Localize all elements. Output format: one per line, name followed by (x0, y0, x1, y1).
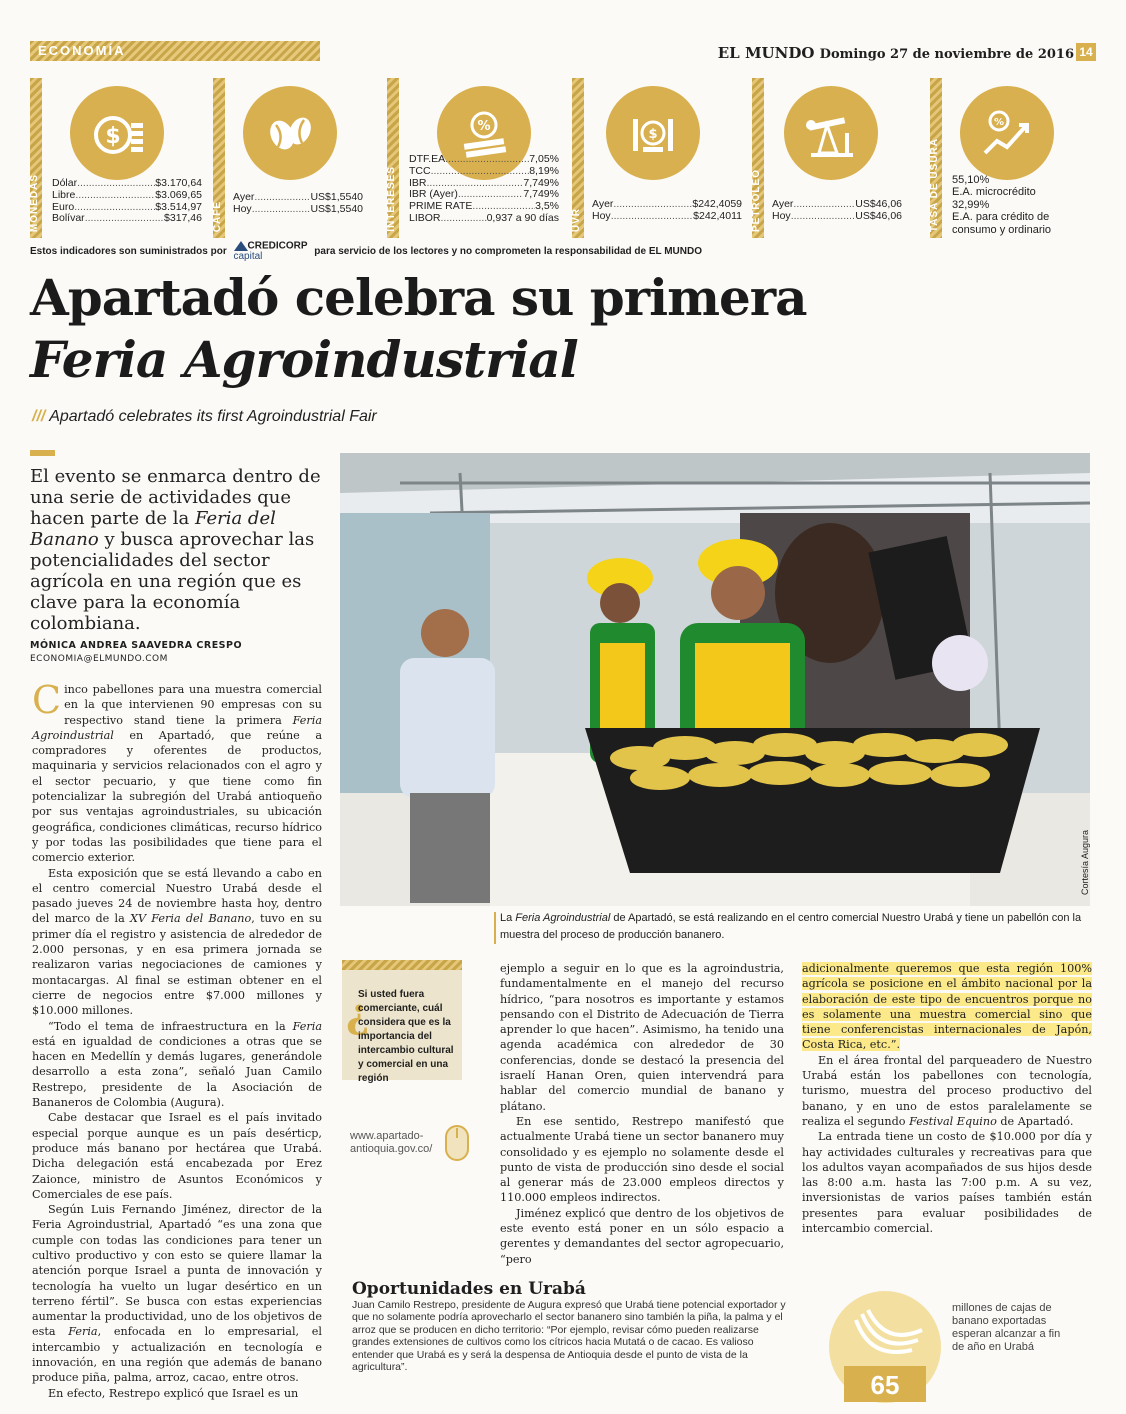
indicator-rows (233, 192, 363, 216)
indicator-row: Dólar ..... $3.170,64 (52, 178, 202, 190)
indicator-cafe (213, 78, 373, 238)
indicator-row: Hoy ..... US$1,5540 (233, 204, 363, 216)
article-column-2 (500, 961, 784, 1267)
paragraph: Jiménez explicó que dentro de los objetivos de este evento está poner en un sólo espacio a gerentes y demandantes del sector agropecuario, “pero (500, 1206, 784, 1266)
paragraph: “Todo el tema de infraestructura en la Feria está en igualdad de condiciones a otras que se hacen en Medellín y demás lugares, generándole desarrollo a esta zona”, señaló Juan Camilo Restrepo, presidente de la Asociación de Bananeros de Colombia (Augura). (32, 1019, 322, 1110)
website-link[interactable]: www.apartado-antioquia.gov.co/ (350, 1130, 433, 1155)
paragraph: Cabe destacar que Israel es el país invitado especial porque aunque es un país desérticp, produce más banano por hectárea que Urabá. Dicha delegación está encabezada por Erez Zaionce, ministro de Asuntos Económicos y Comerciales de ese país. (32, 1111, 322, 1201)
indicators-disclaimer (30, 241, 1090, 262)
paragraph: Según Luis Fernando Jiménez, director de la Feria Agroindustrial, Apartadó “es una zona que cumple con todas las condiciones para tener un cultivo productivo y con esto se quiere llamar la atención porque Israel a punta de innovación y tecnología ha vuelto un lugar desértico en un terreno fértil”. Se busca con estas experiencias aumentar la productividad, uno de los objetivos de esta Feria, enfocada en lo empresarial, el intercambio y actualización en tecnología e innovación, en una región que además de banano produce piña, palma, arroz, cacao, entre otros. (32, 1203, 322, 1385)
indicator-rows (592, 199, 742, 223)
mouse-icon (444, 1124, 470, 1166)
rate-line: 55,10% (952, 174, 990, 186)
indicator-row: IBR ..... 7,749% (409, 178, 559, 190)
masthead (718, 44, 1074, 62)
indicator-row: Euro ..... $3.514,97 (52, 202, 202, 214)
indicator-row: Ayer ..... US$1,5540 (233, 192, 363, 204)
rate-line: E.A. microcrédito (952, 186, 1036, 199)
rate-line: 32,99% (952, 198, 990, 211)
indicator-row: IBR (Ayer) ..... 7,749% (409, 189, 559, 201)
indicator-petroleo (752, 78, 907, 238)
indicator-monedas (30, 78, 210, 238)
indicator-row: DTF.EA ..... 7,05% (409, 154, 559, 166)
drop-cap: C (32, 678, 62, 722)
indicator-row: Ayer ..... US$46,06 (772, 199, 902, 211)
indicator-rows (772, 199, 902, 223)
indicator-row: Bolívar ..... $317,46 (52, 213, 202, 225)
indicator-rows (52, 178, 202, 225)
fair-photo (340, 453, 1090, 906)
box-title: Oportunidades en Urabá (352, 1279, 586, 1299)
headline: Apartadó celebra su primera (30, 268, 807, 327)
indicator-tasa-usura (930, 78, 1095, 238)
indicator-row: Ayer ..... $242,4059 (592, 199, 742, 211)
reader-question: Si usted fuera comerciante, cuál considera que es la importancia del intercambio cultural y comercial en una región (358, 989, 454, 1084)
paper-name: EL MUNDO (717, 44, 815, 62)
growth-chart-icon (960, 86, 1054, 180)
accent-bar (30, 450, 55, 456)
coffee-beans-icon (243, 86, 337, 180)
paragraph: En ese sentido, Restrepo manifestó que actualmente Urabá tiene un sector bananero muy consolidado y es ejemplo no solamente desde el punto de vista de producción sino desde el social al generar más de 23.000 empleos directos y 110.000 empleos indirectos. (500, 1114, 784, 1205)
photo-credit: Cortesía Augura (1080, 830, 1090, 896)
paragraph: En efecto, Restrepo explicó que Israel es un (48, 1386, 299, 1400)
credicorp-logo: CREDICORP capital (233, 240, 308, 262)
indicator-label: UVR (571, 207, 582, 232)
indicator-rows (409, 154, 559, 225)
indicator-uvr (572, 78, 747, 238)
indicator-row: PRIME RATE ..... 3,5% (409, 201, 559, 213)
box-stripe (342, 960, 462, 970)
indicator-row: Libre ..... $3.069,65 (52, 190, 202, 202)
rate-line: E.A. para crédito de (952, 211, 1050, 224)
page-number: 14 (1076, 43, 1096, 61)
subtitle-text: Apartadó celebrates its first Agroindustrial Fair (49, 408, 377, 425)
svg-text:%: % (993, 117, 1005, 128)
stat-number: 65 (870, 1370, 900, 1400)
byline-email: ECONOMIA@ELMUNDO.COM (30, 654, 168, 664)
issue-date: Domingo 27 de noviembre de 2016 (819, 47, 1074, 62)
piggy-bank-icon (606, 86, 700, 180)
paragraph (802, 961, 1092, 1053)
stat-graphic (826, 1288, 944, 1410)
paragraph: ejemplo a seguir en lo que es la agroindustria, fundamentalmente en el manejo del recurso hídrico, “para nosotros es importante y estamos pensando con el Distrito de Adecuación de Tierra aprender lo que hacen”. Asimismo, ha tenido una agenda académica con alrededor de 30 conferencias, donde se destacó la presencia del israelí Hanan Oren, quien intervendrá para hablar del comercio mundial de banano y plátano. (500, 962, 784, 1113)
coins-icon (70, 86, 164, 180)
section-tab: ECONOMÍA (30, 41, 320, 61)
paragraph: En el área frontal del parqueadero de Nuestro Urabá están los pabellones con tecnología, turismo, muestra del proceso productivo del banano, y en uno de estos paralelamente se realiza el segundo Festival Equino de Apartadó. (802, 1053, 1092, 1128)
question-mark-icon: ¿ (346, 990, 370, 1037)
article-column-1 (32, 678, 322, 1401)
stat-description: millones de cajas de banano exportadas esperan alcanzar a fin de año en Urabá (952, 1302, 1061, 1353)
indicator-row: LIBOR ..... 0,937 a 90 días (409, 213, 559, 225)
svg-text:%: % (477, 119, 491, 134)
svg-text:$: $ (105, 124, 121, 149)
disclaimer-text: para servicio de los lectores y no comprometen la responsabilidad de EL MUNDO (314, 245, 703, 257)
photo-caption: La Feria Agroindustrial de Apartadó, se está realizando en el centro comercial Nuestro Urabá y tiene un pabellón con la muestra del proceso de producción bananero. (500, 912, 1082, 941)
paragraph: Cinco pabellones para una muestra comercial en la que intervienen 90 empresas con su respectivo stand tiene la primera Feria Agroindustrial en Apartadó, que reúne a compradores y oferentes de productos, maquinaria y servicios relacionados con el agro y el sector pecuario, y que tiene como fin potencializar la subregión del Urabá antioqueño por sus ventajas agroindustriales, su ubicación geográfica, condiciones climáticas, recurso hídrico y por todas las posibilidades que tiene para el comercio exterior. (32, 678, 322, 865)
oil-pump-icon (784, 86, 878, 180)
reader-question-box (342, 960, 462, 1084)
byline: MÓNICA ANDREA SAAVEDRA CRESPO (30, 640, 243, 651)
indicator-row: Hoy ..... $242,4011 (592, 211, 742, 223)
caption-bar (494, 912, 496, 944)
indicator-label: TASA DE USURA (929, 137, 940, 232)
indicator-row: Hoy ..... US$46,06 (772, 211, 902, 223)
article-column-3 (802, 961, 1092, 1236)
headline-italic: Feria Agroindustrial (30, 330, 578, 389)
indicator-label: PETRÓLEO (751, 168, 762, 232)
indicator-row: TCC ..... 8,19% (409, 166, 559, 178)
english-subtitle (32, 408, 377, 426)
highlighted-quote: adicionalmente queremos que esta región 100% agrícola se posicione en el ámbito nacional por la elaboración de este tipo de encuentros porque no es solamente una muestra comercial sino que tiene conferencistas internacionales de Japón, Costa Rica, etc.”. (802, 962, 1092, 1052)
indicator-rows (952, 174, 1092, 236)
rate-line: consumo y ordinario (952, 223, 1052, 236)
indicator-label: CAFÉ (212, 200, 223, 232)
indicator-label: MONEDAS (29, 173, 40, 232)
paragraph: La entrada tiene un costo de $10.000 por día y hay actividades culturales y recreativas para que los adultos vayan acompañados de sus hijos desde las 8:00 a.m. hasta las 7:00 p.m. A su vez, inversionistas de varios países también están presentes para evaluar posibilidades de intercambio comercial. (802, 1130, 1092, 1236)
indicator-label: INTERESES (386, 166, 397, 232)
lede: El evento se enmarca dentro de una serie de actividades que hacen parte de la Feria del Banano y busca aprovechar las potencialidades del sector agrícola en una región que es clave para la economía colombiana. (30, 466, 321, 634)
paragraph: Esta exposición que se está llevando a cabo en el centro comercial Nuestro Urabá desde el pasado jueves 24 de noviembre hasta hoy, dentro del marco de la XV Feria del Banano, tuvo en su primer día el registro y asistencia de alrededor de 2.000 personas, y en esa primera jornada se realizaron varias negociaciones de camiones y montacargas. Al final se estiman obtener en el cierre de negocios entre $7.000 millones y $10.000 millones. (32, 866, 322, 1018)
indicator-intereses (387, 78, 562, 238)
subtitle-slashes: /// (32, 408, 46, 425)
box-text: Juan Camilo Restrepo, presidente de Augura expresó que Urabá tiene potencial exportador y que no solamente podría aprovecharlo el sector bananero sino también la piña, la palma y el arroz que se producen en dicho territorio: “Por ejemplo, revisar cómo pueden realizarse grandes extensiones de cultivos como los cítricos hacia Mutatá o de cacao. Es valioso entender que Urabá es y será la despensa de Antioquia desde el punto de vista de la agricultura”. (352, 1299, 786, 1374)
svg-text:$: $ (648, 127, 658, 142)
disclaimer-text: Estos indicadores son suministrados por (30, 245, 227, 257)
